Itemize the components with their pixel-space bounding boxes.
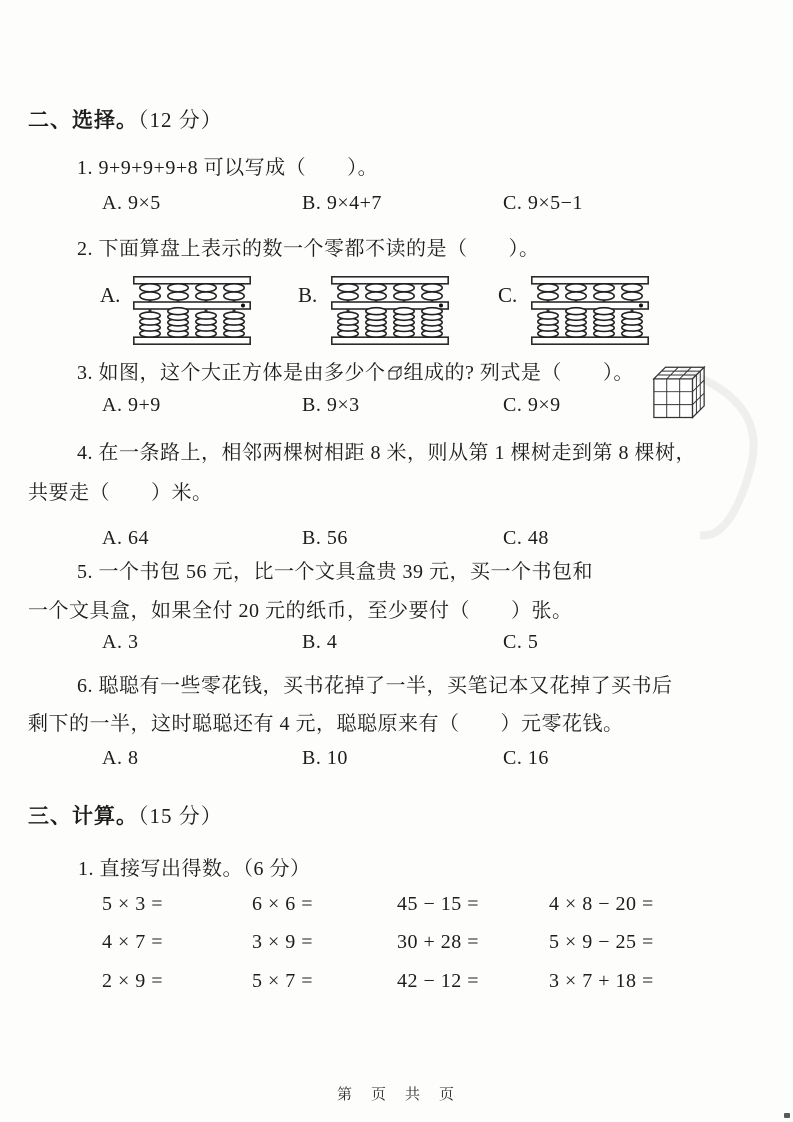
question-1-options	[0, 192, 793, 220]
q6-option-a: A. 8	[102, 747, 139, 769]
q4-option-a: A. 64	[102, 527, 149, 549]
q1-option-a: A. 9×5	[102, 192, 161, 214]
footer-page-label: 第 页 共 页	[336, 1087, 456, 1103]
question-5-line2: 一个文具盒，如果全付 20 元的纸币，至少要付（ ）张。	[28, 600, 573, 622]
q5-option-a: A. 3	[102, 631, 139, 653]
calc-item: 42 − 12 =	[397, 970, 480, 992]
calc-item: 4 × 7 =	[102, 931, 164, 953]
calc-item: 5 × 7 =	[252, 970, 314, 992]
question-2-text: 2. 下面算盘上表示的数一个零都不读的是（ ）。	[77, 238, 540, 260]
q3-option-b: B. 9×3	[302, 394, 360, 416]
section-calc-title: 三、计算。	[28, 804, 138, 828]
q2-abacus-label-c: C.	[498, 283, 518, 307]
q3-option-a: A. 9+9	[102, 394, 161, 416]
abacus-figure-c	[531, 276, 649, 350]
q6-option-c: C. 16	[503, 747, 549, 769]
q4-option-b: B. 56	[302, 527, 348, 549]
q3-text-after: 组成的? 列式是（ ）。	[403, 362, 634, 384]
calc-item: 30 + 28 =	[397, 931, 480, 953]
q2-abacus-label-b: B.	[298, 283, 318, 307]
question-1-text: 1. 9+9+9+9+8 可以写成（ ）。	[77, 157, 379, 179]
q3-option-c: C. 9×9	[503, 394, 561, 416]
question-6-line2: 剩下的一半，这时聪聪还有 4 元，聪聪原来有（ ）元零花钱。	[28, 713, 624, 735]
scan-speck	[784, 1113, 790, 1118]
q6-option-b: B. 10	[302, 747, 348, 769]
q1-option-c: C. 9×5−1	[503, 192, 583, 214]
question-4-line1: 4. 在一条路上，相邻两棵树相距 8 米，则从第 1 棵树走到第 8 棵树，	[77, 442, 696, 464]
calc-item: 5 × 3 =	[102, 893, 164, 915]
question-4-line2: 共要走（ ）米。	[28, 482, 213, 504]
section-choice-title: 二、选择。	[28, 108, 138, 132]
scan-smudge	[660, 360, 790, 540]
abacus-figure-b	[331, 276, 449, 350]
question-6-line1: 6. 聪聪有一些零花钱，买书花掉了一半，买笔记本又花掉了买书后	[77, 675, 673, 697]
calc-sub1-text: 1. 直接写出得数。（6 分）	[78, 858, 311, 880]
calc-item: 5 × 9 − 25 =	[549, 931, 654, 953]
q5-option-c: C. 5	[503, 631, 539, 653]
question-5-line1: 5. 一个书包 56 元，比一个文具盒贵 39 元，买一个书包和	[77, 561, 593, 583]
unit-cube-icon	[388, 363, 402, 386]
q1-option-b: B. 9×4+7	[302, 192, 382, 214]
question-5-options	[0, 631, 793, 659]
section-choice-heading	[28, 104, 223, 134]
section-calc-heading	[28, 800, 223, 830]
calc-item: 3 × 9 =	[252, 931, 314, 953]
calc-item: 3 × 7 + 18 =	[549, 970, 654, 992]
q5-option-b: B. 4	[302, 631, 338, 653]
calc-item: 45 − 15 =	[397, 893, 480, 915]
q2-abacus-label-a: A.	[100, 283, 121, 307]
abacus-figure-a	[133, 276, 251, 350]
calc-item: 4 × 8 − 20 =	[549, 893, 654, 915]
section-choice-points: （12 分）	[138, 108, 223, 132]
q4-option-c: C. 48	[503, 527, 549, 549]
question-3-text	[77, 356, 634, 386]
section-calc-points: （15 分）	[138, 804, 223, 828]
question-6-options	[0, 747, 793, 775]
calc-item: 6 × 6 =	[252, 893, 314, 915]
q3-text-before: 3. 如图，这个大正方体是由多少个	[77, 362, 386, 384]
calc-item: 2 × 9 =	[102, 970, 164, 992]
